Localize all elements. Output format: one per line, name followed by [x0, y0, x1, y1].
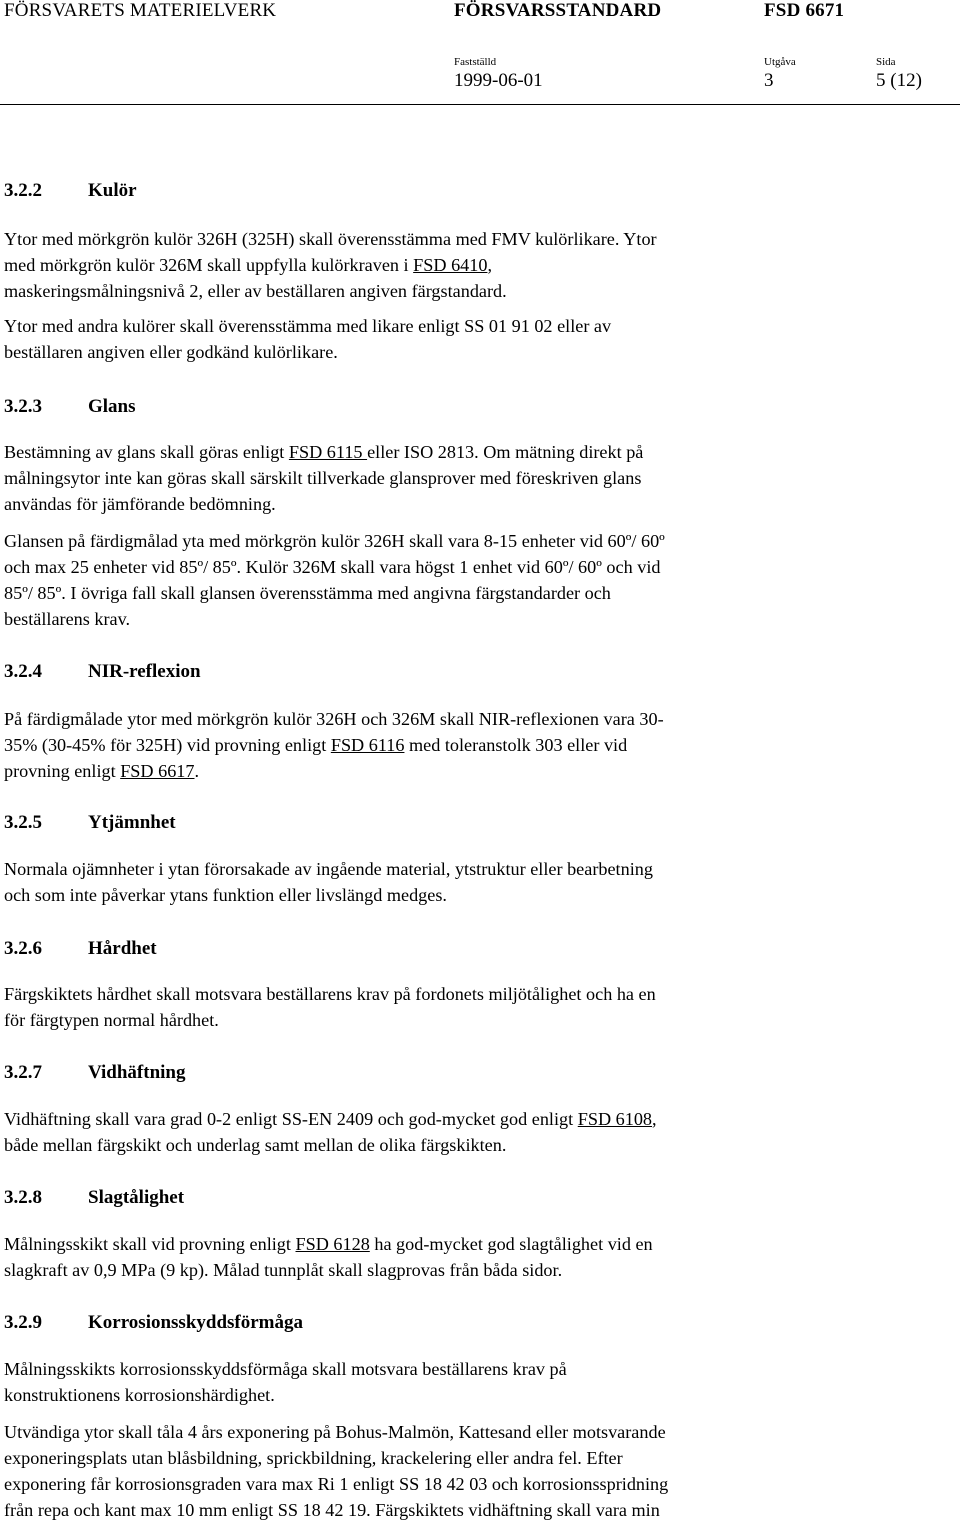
standard-reference-link[interactable]: FSD 6617: [120, 761, 195, 781]
text-run: med mörkgrön kulör 326M skall uppfylla kulörkraven i: [4, 255, 414, 275]
section-title: Vidhäftning: [88, 1062, 186, 1083]
standard-number: FSD 6671: [764, 0, 845, 21]
text-run: med toleranstolk 303 eller vid: [404, 735, 628, 755]
text-line: [4, 732, 794, 758]
text-line: exponering får korrosionsgraden vara max Ri 1 enligt SS 18 42 03 och korrosionsspridning: [4, 1474, 669, 1494]
paragraph: [4, 528, 794, 632]
page-number: 5 (12): [876, 70, 922, 91]
text-run: eller ISO 2813. Om mätning direkt på: [367, 442, 644, 462]
edition-label: Utgåva: [764, 56, 796, 68]
paragraph: [4, 1356, 794, 1408]
standard-reference-link[interactable]: FSD 6116: [330, 735, 405, 755]
section-title: Hårdhet: [88, 938, 157, 959]
section-heading-slagtalighet: [4, 1185, 794, 1211]
text-line: och som inte påverkar ytans funktion eller livslängd medges.: [4, 885, 447, 905]
section-heading-vidhaftning: [4, 1060, 794, 1086]
text-line: Normala ojämnheter i ytan förorsakade av ingående material, ytstruktur eller bearbetning: [4, 859, 653, 879]
paragraph: [4, 1419, 794, 1523]
text-run: ,: [652, 1109, 657, 1129]
paragraph: [4, 313, 794, 365]
standard-reference-link[interactable]: FSD 6128: [295, 1234, 370, 1254]
standard-reference-link[interactable]: FSD 6410: [413, 255, 488, 275]
section-title: Ytjämnhet: [88, 812, 176, 833]
paragraph: [4, 439, 794, 517]
standard-type: FÖRSVARSSTANDARD: [454, 0, 662, 21]
page-header: [0, 0, 960, 108]
section-number: 3.2.3: [4, 396, 42, 417]
text-line: [4, 1106, 794, 1132]
section-heading-korrosion: [4, 1310, 794, 1336]
standard-reference-link[interactable]: FSD 6108: [577, 1109, 653, 1129]
page-label: Sida: [876, 56, 896, 68]
text-run: Bestämning av glans skall göras enligt: [4, 442, 289, 462]
section-number: 3.2.2: [4, 180, 42, 201]
paragraph: [4, 981, 794, 1033]
section-number: 3.2.8: [4, 1187, 42, 1208]
paragraph: [4, 1231, 794, 1283]
text-run: provning enligt: [4, 761, 121, 781]
text-line: Ytor med mörkgrön kulör 326H (325H) skall överensstämma med FMV kulörlikare. Ytor: [4, 229, 657, 249]
established-label: Fastställd: [454, 56, 497, 68]
text-run: 35% (30-45% för 325H) vid provning enligt: [4, 735, 331, 755]
section-heading-nir: [4, 659, 794, 685]
section-title: Glans: [88, 396, 136, 417]
text-line: exponeringsplats utan blåsbildning, sprickbildning, krackelering eller andra fel. Efter: [4, 1448, 623, 1468]
paragraph: [4, 226, 794, 304]
text-line: målningsytor inte kan göras skall särskilt tillverkade glansprover med föreskriven glans: [4, 468, 642, 488]
section-title: Korrosionsskyddsförmåga: [88, 1312, 304, 1333]
text-line: från repa och kant max 10 mm enligt SS 18 42 19. Färgskiktets vidhäftning skall vara min: [4, 1500, 660, 1520]
text-line: [4, 439, 794, 465]
text-line: för färgtypen normal hårdhet.: [4, 1010, 219, 1030]
text-line: och max 25 enheter vid 85º/ 85º. Kulör 326M skall vara högst 1 enhet vid 60º/ 60º och vid: [4, 557, 661, 577]
text-line: slagkraft av 0,9 MPa (9 kp). Målad tunnplåt skall slagprovas från båda sidor.: [4, 1260, 563, 1280]
section-heading-kulor: [4, 178, 794, 204]
text-line: [4, 252, 794, 278]
text-line: Färgskiktets hårdhet skall motsvara beställarens krav på fordonets miljötålighet och ha en: [4, 984, 656, 1004]
section-number: 3.2.4: [4, 661, 42, 682]
text-run: Målningsskikt skall vid provning enligt: [4, 1234, 296, 1254]
paragraph: [4, 1106, 794, 1158]
section-number: 3.2.7: [4, 1062, 42, 1083]
standard-reference-link[interactable]: FSD 6115: [288, 442, 368, 462]
text-line: både mellan färgskikt och underlag samt mellan de olika färgskikten.: [4, 1135, 507, 1155]
text-line: 85º/ 85º. I övriga fall skall glansen överensstämma med angivna färgstandarder och: [4, 583, 611, 603]
section-title: Kulör: [88, 180, 137, 201]
text-line: [4, 758, 794, 784]
text-line: maskeringsmålningsnivå 2, eller av beställaren angiven färgstandard.: [4, 281, 507, 301]
text-line: På färdigmålade ytor med mörkgrön kulör 326H och 326M skall NIR-reflexionen vara 30-: [4, 709, 664, 729]
section-heading-glans: [4, 394, 794, 420]
section-title: NIR-reflexion: [88, 661, 201, 682]
text-line: användas för jämförande bedömning.: [4, 494, 276, 514]
established-date: 1999-06-01: [454, 70, 543, 91]
text-run: Vidhäftning skall vara grad 0-2 enligt SS-EN 2409 och god-mycket god enligt: [4, 1109, 578, 1129]
text-line: Glansen på färdigmålad yta med mörkgrön kulör 326H skall vara 8-15 enheter vid 60º/ 60º: [4, 531, 665, 551]
text-line: Utvändiga ytor skall tåla 4 års exponering på Bohus-Malmön, Kattesand eller motsvarande: [4, 1422, 666, 1442]
header-divider: [0, 104, 960, 105]
text-line: beställarens krav.: [4, 609, 131, 629]
text-line: konstruktionens korrosionshärdighet.: [4, 1385, 275, 1405]
text-line: beställaren angiven eller godkänd kulörlikare.: [4, 342, 338, 362]
section-heading-hardhet: [4, 936, 794, 962]
section-number: 3.2.5: [4, 812, 42, 833]
text-line: Målningsskikts korrosionsskyddsförmåga skall motsvara beställarens krav på: [4, 1359, 567, 1379]
organization-name: FÖRSVARETS MATERIELVERK: [4, 0, 277, 21]
paragraph: [4, 706, 794, 784]
section-number: 3.2.9: [4, 1312, 42, 1333]
text-run: .: [194, 761, 200, 781]
edition-number: 3: [764, 70, 774, 91]
section-number: 3.2.6: [4, 938, 42, 959]
text-line: [4, 1231, 794, 1257]
text-run: ,: [487, 255, 492, 275]
text-run: ha god-mycket god slagtålighet vid en: [369, 1234, 653, 1254]
text-line: Ytor med andra kulörer skall överensstämma med likare enligt SS 01 91 02 eller av: [4, 316, 612, 336]
section-title: Slagtålighet: [88, 1187, 185, 1208]
paragraph: [4, 856, 794, 908]
section-heading-ytjamnhet: [4, 810, 794, 836]
